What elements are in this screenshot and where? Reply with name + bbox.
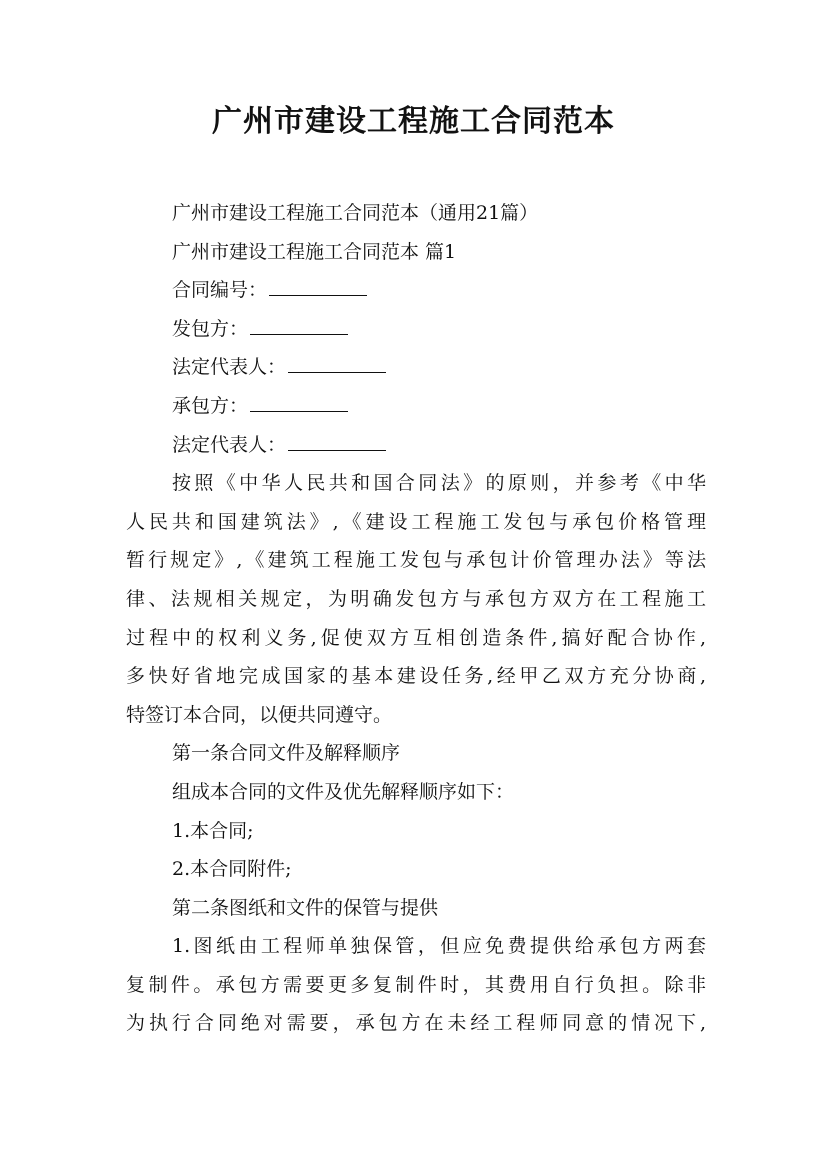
blank-underline	[269, 275, 367, 296]
field-label: 承包方：	[172, 394, 249, 417]
blank-underline	[288, 430, 386, 451]
article-1-intro: 组成本合同的文件及优先解释顺序如下：	[172, 780, 515, 803]
paragraph-line: 多快好省地完成国家的基本建设任务,经甲乙双方充分协商,	[126, 665, 706, 688]
article-1-heading: 第一条合同文件及解释顺序	[172, 742, 401, 765]
field-contractor	[126, 387, 706, 426]
document-title: 广州市建设工程施工合同范本	[212, 104, 615, 139]
paragraph-line: 按照《中华人民共和国合同法》的原则，并参考《中华	[172, 472, 706, 495]
field-contract-number	[126, 271, 706, 310]
field-employer-representative	[126, 348, 706, 387]
blank-underline	[250, 314, 348, 335]
field-label: 法定代表人：	[172, 356, 287, 379]
paragraph-line: 复制件。承包方需要更多复制件时，其费用自行负担。除非	[126, 973, 706, 996]
paragraph-line: 人民共和国建筑法》,《建设工程施工发包与承包价格管理	[126, 510, 706, 533]
article-1-item: 2.本合同附件;	[172, 858, 292, 881]
article-2-heading: 第二条图纸和文件的保管与提供	[172, 896, 439, 919]
preamble-paragraph	[126, 464, 706, 734]
paragraph-line: 1.图纸由工程师单独保管，但应免费提供给承包方两套	[172, 935, 706, 958]
paragraph-line: 过程中的权利义务,促使双方互相创造条件,搞好配合协作,	[126, 626, 706, 649]
field-label: 法定代表人：	[172, 433, 287, 456]
field-label: 合同编号：	[172, 279, 268, 302]
paragraph-line: 律、法规相关规定，为明确发包方与承包方双方在工程施工	[126, 587, 706, 610]
article-2-paragraph	[126, 927, 706, 1043]
blank-underline	[288, 352, 386, 373]
document-body	[126, 194, 706, 1043]
section-heading: 广州市建设工程施工合同范本 篇1	[172, 240, 457, 263]
paragraph-line: 暂行规定》,《建筑工程施工发包与承包计价管理办法》等法	[126, 549, 706, 572]
document-subtitle: 广州市建设工程施工合同范本（通用21篇）	[172, 202, 539, 224]
article-1-item: 1.本合同;	[172, 819, 254, 842]
paragraph-line: 特签订本合同，以便共同遵守。	[126, 703, 393, 726]
paragraph-line: 为执行合同绝对需要，承包方在未经工程师同意的情况下,	[126, 1012, 706, 1035]
field-contractor-representative	[126, 426, 706, 465]
field-label: 发包方：	[172, 317, 249, 340]
field-employer	[126, 310, 706, 349]
blank-underline	[250, 391, 348, 412]
